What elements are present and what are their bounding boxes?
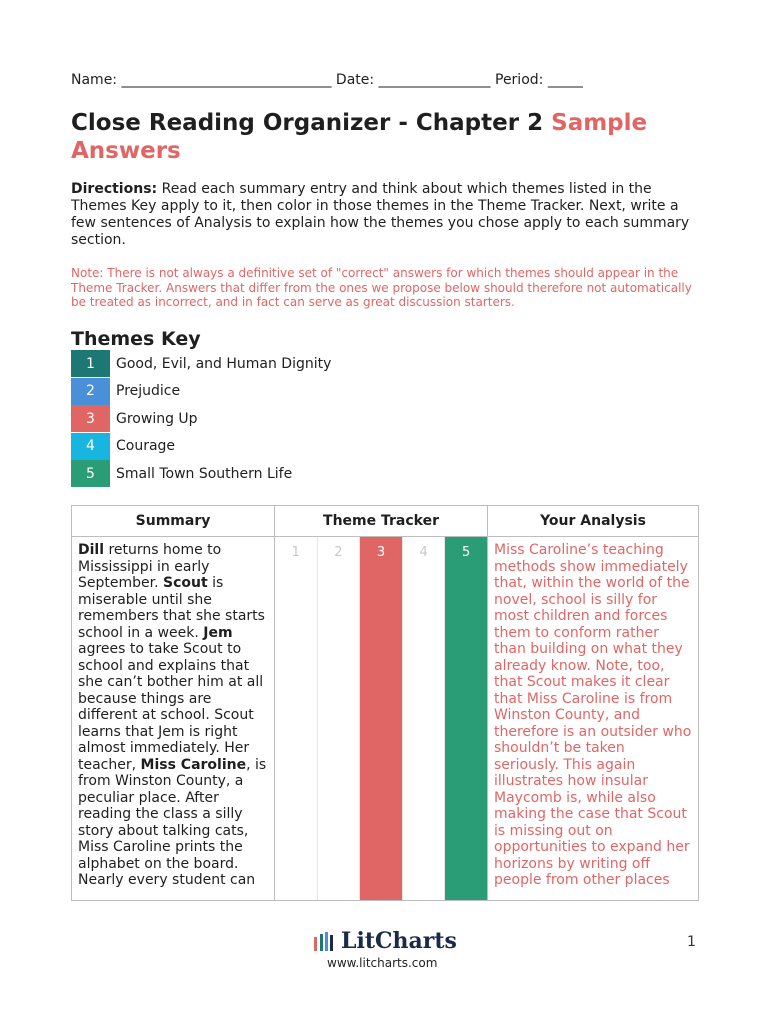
bookshelf-icon (313, 931, 337, 951)
analysis-header: Your Analysis (488, 506, 699, 537)
character-name: Jem (203, 624, 233, 641)
theme-tracker-cell (275, 537, 488, 901)
analysis-cell: Miss Caroline’s teaching methods show immediately that, within the world of the novel, school is silly for most children and forces them to conform rather than building on what they already know. Note, too, that Scout makes it clear that Miss Caroline is from Winston County, and therefore is an outsider who shouldn’t be taken seriously. This again illustrates how insular Maycomb is, while also making the case that Scout is missing out on opportunities to expand her horizons by writing off people from other places (488, 537, 699, 901)
page-number: 1 (687, 934, 696, 950)
summary-text: agrees to take Scout to school and explains that she can’t bother him at all because things are different at school. Scout learns that Jem is right almost immediately. Her teacher, (78, 641, 264, 773)
theme-key-row-5 (71, 460, 331, 487)
character-name: Miss Caroline (140, 756, 247, 773)
theme-tracker-strip (275, 537, 487, 900)
character-name: Dill (78, 542, 105, 558)
character-name: Scout (163, 575, 208, 591)
theme-key-number: 2 (71, 378, 110, 405)
theme-key-row-4 (71, 433, 331, 460)
theme-key-row-1 (71, 350, 331, 377)
close-reading-table (71, 505, 699, 901)
theme-key-number: 1 (71, 350, 110, 377)
theme-key-number: 5 (71, 460, 110, 487)
theme-key-row-3 (71, 405, 331, 432)
summary-cell (72, 537, 275, 901)
note-text: Note: There is not always a definitive set of "correct" answers for which themes should appear in the Theme Tracker. Answers that differ from the ones we propose below should therefore not automatically be treated as incorrect, and in fact can serve as great discussion starters. (71, 266, 692, 309)
directions-text: Read each summary entry and think about which themes listed in the Themes Key apply to it, then color in those themes in the Theme Tracker. Next, write a few sentences of Analysis to explain how the themes you chose apply to each summary section. (71, 181, 690, 248)
theme-key-label: Growing Up (116, 410, 198, 427)
theme-tracker-column-5[interactable]: 5 (445, 537, 487, 900)
theme-tracker-column-1[interactable]: 1 (275, 537, 318, 900)
litcharts-logo[interactable] (313, 928, 457, 954)
theme-tracker-column-4[interactable]: 4 (403, 537, 446, 900)
themes-key (71, 350, 331, 488)
page-title (71, 109, 711, 165)
summary-text: returns home to Mississippi in early September. (78, 542, 222, 591)
theme-key-label: Prejudice (116, 383, 181, 400)
summary-header: Summary (72, 506, 275, 537)
theme-key-number: 4 (71, 433, 110, 460)
summary-text: , is from Winston County, a peculiar place. After reading the class a silly story about talking cats, Miss Caroline prints the alphabet on the board. Nearly every student can (78, 756, 267, 888)
themes-key-heading: Themes Key (71, 328, 201, 350)
summary-text: is miserable until she remembers that she starts school in a week. (78, 575, 265, 641)
theme-tracker-column-3[interactable]: 3 (360, 537, 403, 900)
footer-url[interactable]: www.litcharts.com (327, 956, 438, 970)
theme-key-number: 3 (71, 405, 110, 432)
theme-tracker-header: Theme Tracker (275, 506, 488, 537)
theme-key-row-2 (71, 378, 331, 405)
logo-text: LitCharts (341, 928, 457, 954)
theme-key-label: Good, Evil, and Human Dignity (116, 355, 332, 372)
theme-key-label: Courage (116, 438, 176, 455)
directions (71, 181, 696, 249)
theme-key-label: Small Town Southern Life (116, 465, 293, 482)
directions-label: Directions: (71, 181, 158, 197)
title-accent: Sample Answers (71, 110, 648, 164)
title-main: Close Reading Organizer - Chapter 2 (71, 110, 544, 136)
table-row (72, 537, 699, 901)
theme-tracker-column-2[interactable]: 2 (318, 537, 361, 900)
name-date-period-line: Name: ______________________________ Date: ________________ Period: _____ (71, 72, 583, 88)
